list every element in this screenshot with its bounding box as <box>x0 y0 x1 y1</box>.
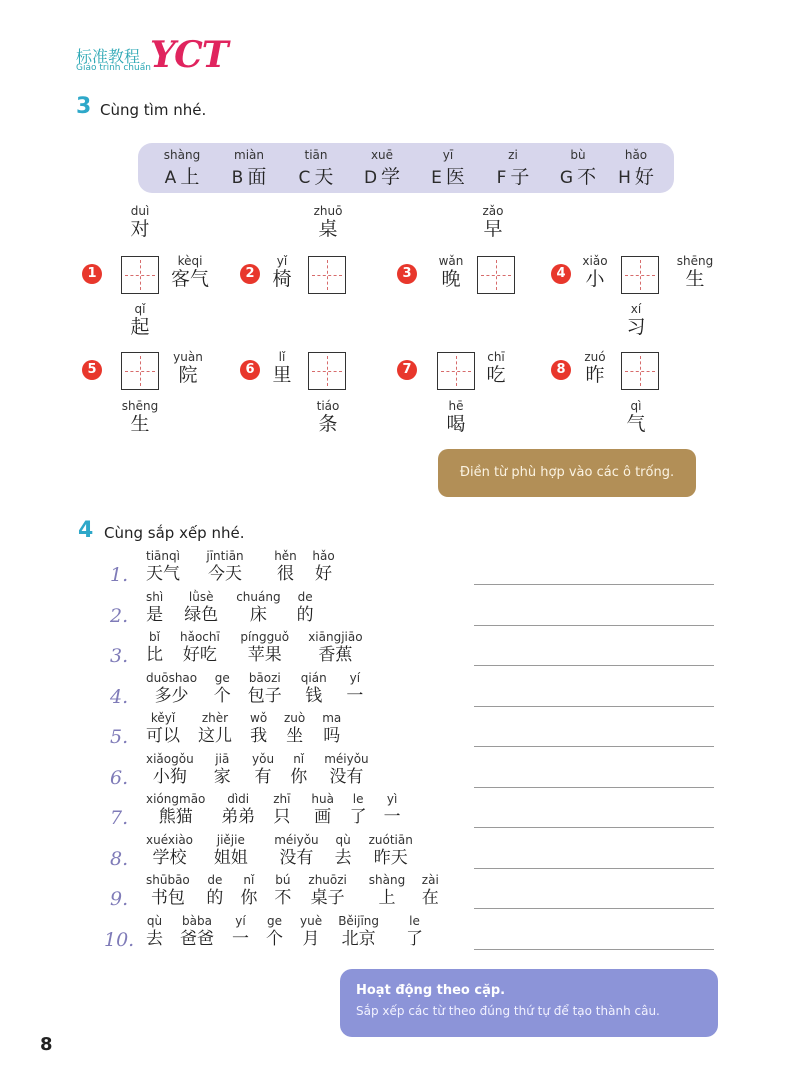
sentence-number: 3. <box>110 645 129 667</box>
word-char: 香蕉 <box>318 645 353 665</box>
exercise-badge-7: 7 <box>397 360 417 380</box>
word-pinyin: yuàn <box>173 350 203 364</box>
word-tile <box>146 712 180 745</box>
option-letter: C <box>298 168 311 188</box>
option-h <box>604 143 668 193</box>
option-g <box>546 143 610 193</box>
word-char: 床 <box>249 605 267 625</box>
word-char: 我 <box>250 726 268 746</box>
sentence-number: 1. <box>110 564 129 586</box>
answer-line[interactable] <box>474 868 714 869</box>
word-char: 这儿 <box>198 726 232 746</box>
word-char: 桌子 <box>310 888 345 908</box>
word-char: 家 <box>213 767 231 787</box>
word-tile <box>273 793 290 826</box>
word-tile <box>146 591 163 624</box>
word-char: 弟弟 <box>221 807 256 827</box>
word-pinyin: duì <box>130 204 150 218</box>
word-char: 画 <box>314 807 332 827</box>
answer-line[interactable] <box>474 706 714 707</box>
word-tile <box>146 631 163 664</box>
word-char: 包子 <box>247 686 282 706</box>
section-3-number: 3 <box>76 94 92 119</box>
word-pinyin: le <box>352 792 364 806</box>
page-number: 8 <box>40 1034 53 1055</box>
option-char: 天 <box>314 166 334 188</box>
option-letter: E <box>431 168 442 188</box>
top-word <box>298 205 358 239</box>
word-tile <box>206 550 243 583</box>
word-tile <box>146 834 193 867</box>
word-pinyin: le <box>409 914 420 928</box>
answer-line[interactable] <box>474 908 714 909</box>
word-char: 了 <box>349 807 367 827</box>
word-left <box>421 255 481 289</box>
word-tile <box>274 834 318 867</box>
word-pinyin: hěn <box>274 549 297 563</box>
word-pinyin: duōshao <box>146 671 198 685</box>
word-tile <box>146 550 180 583</box>
word-char: 有 <box>254 767 272 787</box>
word-char: 客气 <box>170 268 209 290</box>
word-tile <box>297 591 314 624</box>
pair-activity-box <box>340 969 718 1037</box>
word-char: 你 <box>290 767 308 787</box>
word-pinyin: yǐ <box>276 254 288 268</box>
word-char: 桌 <box>318 218 338 240</box>
word-tile <box>308 631 362 664</box>
word-tile <box>346 672 363 705</box>
word-tile <box>146 915 163 948</box>
word-pinyin: ge <box>267 914 282 928</box>
word-char: 学校 <box>152 848 187 868</box>
word-pinyin: yì <box>386 792 398 806</box>
answer-box-6[interactable] <box>308 352 346 390</box>
bottom-word <box>110 400 170 434</box>
word-char: 去 <box>146 929 163 949</box>
word-pinyin: hǎo <box>312 549 335 563</box>
word-tile <box>300 915 322 948</box>
word-right <box>158 351 218 385</box>
word-pinyin: huà <box>311 792 334 806</box>
word-pinyin: kěyǐ <box>150 711 176 725</box>
word-char: 个 <box>266 929 283 949</box>
word-char: 生 <box>130 413 150 435</box>
word-pinyin: qì <box>630 399 642 413</box>
word-right <box>160 255 220 289</box>
section-4-title: Cùng sắp xếp nhé. <box>104 524 245 542</box>
option-pinyin: xuē <box>370 148 394 162</box>
option-letter: H <box>618 168 631 188</box>
option-b <box>217 143 281 193</box>
word-pinyin: shì <box>146 590 164 604</box>
word-tile <box>301 672 327 705</box>
option-f <box>481 143 545 193</box>
word-tile <box>384 793 401 826</box>
word-tile <box>184 591 218 624</box>
word-pinyin: bàba <box>182 914 212 928</box>
exercise-badge-4: 4 <box>551 264 571 284</box>
word-char: 的 <box>296 605 314 625</box>
answer-line[interactable] <box>474 665 714 666</box>
option-a <box>150 143 214 193</box>
word-tile <box>214 834 248 867</box>
word-tile <box>266 915 283 948</box>
bottom-word <box>298 400 358 434</box>
word-char: 习 <box>626 316 646 338</box>
sentence-number: 4. <box>110 686 129 708</box>
section-4-number: 4 <box>78 518 94 543</box>
word-pinyin: chuáng <box>236 590 281 604</box>
pair-activity-text: Sắp xếp các từ theo đúng thứ tự để tạo thành câu. <box>356 1004 660 1018</box>
option-letter: F <box>496 168 507 188</box>
word-pinyin: yí <box>349 671 361 685</box>
word-pinyin: de <box>297 590 313 604</box>
option-char: 医 <box>445 166 465 188</box>
word-char: 吃 <box>486 364 506 386</box>
word-pinyin: hē <box>448 399 464 413</box>
word-pinyin: nǐ <box>243 873 255 887</box>
word-char: 没有 <box>329 767 364 787</box>
answer-line[interactable] <box>474 949 714 950</box>
word-tile <box>146 793 205 826</box>
word-right <box>466 351 526 385</box>
word-tile <box>252 753 274 786</box>
answer-line[interactable] <box>474 625 714 626</box>
word-pinyin: bú <box>275 873 291 887</box>
word-pinyin: shēng <box>676 254 714 268</box>
option-char: 不 <box>577 166 597 188</box>
exercise-badge-6: 6 <box>240 360 260 380</box>
word-char: 晚 <box>441 268 461 290</box>
word-tile <box>284 712 305 745</box>
word-tile <box>274 874 291 907</box>
word-pinyin: Běijīng <box>338 914 380 928</box>
exercise-badge-2: 2 <box>240 264 260 284</box>
word-char: 不 <box>274 888 292 908</box>
logo-vietnamese: Giáo trình chuẩn <box>76 63 151 73</box>
word-char: 今天 <box>208 564 243 584</box>
exercise-badge-1: 1 <box>82 264 102 284</box>
word-tile <box>221 793 255 826</box>
word-pinyin: xiāngjiāo <box>308 630 363 644</box>
word-pinyin: yǒu <box>252 752 275 766</box>
word-pinyin: zuótiān <box>368 833 413 847</box>
word-tile <box>335 834 352 867</box>
answer-box-4[interactable] <box>621 256 659 294</box>
option-pinyin: bù <box>570 148 586 162</box>
word-pinyin: zhèr <box>201 711 229 725</box>
option-letter: A <box>164 168 177 188</box>
option-pinyin: yī <box>442 148 454 162</box>
word-char: 绿色 <box>184 605 219 625</box>
word-tile <box>146 874 190 907</box>
word-pinyin: jiā <box>215 752 230 766</box>
word-tile <box>312 550 334 583</box>
word-char: 一 <box>383 807 401 827</box>
word-char: 北京 <box>341 929 376 949</box>
word-right <box>665 255 725 289</box>
word-pinyin: tiáo <box>316 399 340 413</box>
word-char: 好 <box>315 564 333 584</box>
word-pinyin: kèqi <box>177 254 203 268</box>
word-char: 昨天 <box>373 848 408 868</box>
word-char: 熊猫 <box>158 807 193 827</box>
word-pinyin: bāozi <box>248 671 281 685</box>
word-pinyin: xióngmāo <box>146 792 206 806</box>
word-char: 只 <box>273 807 291 827</box>
word-pinyin: shàng <box>368 873 406 887</box>
word-tile <box>406 915 423 948</box>
top-word <box>110 205 170 239</box>
word-char: 可以 <box>146 726 180 746</box>
word-pinyin: xuéxiào <box>146 833 194 847</box>
word-pinyin: zuó <box>584 350 606 364</box>
option-letter: B <box>231 168 244 188</box>
sentence-number: 10. <box>104 929 135 951</box>
word-char: 没有 <box>279 848 314 868</box>
hint-box: Điền từ phù hợp vào các ô trống. <box>438 449 696 497</box>
word-char: 姐姐 <box>213 848 248 868</box>
exercise-badge-5: 5 <box>82 360 102 380</box>
word-char: 很 <box>276 564 294 584</box>
word-tile <box>250 712 267 745</box>
sentence-number: 7. <box>110 807 129 829</box>
word-tile <box>248 672 282 705</box>
word-char: 早 <box>483 218 503 240</box>
word-char: 条 <box>318 413 338 435</box>
word-pinyin: qián <box>300 671 327 685</box>
word-char: 院 <box>178 364 198 386</box>
logo-chinese: 标准教程 <box>76 47 141 66</box>
answer-line[interactable] <box>474 827 714 828</box>
word-pinyin: ge <box>214 671 230 685</box>
word-pinyin: jīntiān <box>206 549 244 563</box>
word-pinyin: hǎochī <box>180 630 220 644</box>
option-pinyin: miàn <box>234 148 264 162</box>
word-tile <box>322 712 341 745</box>
section-3-title: Cùng tìm nhé. <box>100 101 207 119</box>
mid-word <box>606 303 666 337</box>
word-left <box>252 351 312 385</box>
word-pinyin: tiānqì <box>146 549 180 563</box>
word-char: 坐 <box>286 726 304 746</box>
word-pinyin: zhī <box>273 792 291 806</box>
word-char: 多少 <box>154 686 189 706</box>
word-pinyin: yí <box>235 914 246 928</box>
answer-box-3[interactable] <box>477 256 515 294</box>
word-tile <box>350 793 367 826</box>
options-bar <box>138 143 674 193</box>
logo-yct: YCT <box>150 34 228 76</box>
word-tile <box>290 753 307 786</box>
word-pinyin: nǐ <box>293 752 305 766</box>
word-char: 是 <box>146 605 164 625</box>
option-c <box>284 143 348 193</box>
word-char: 爸爸 <box>180 929 214 949</box>
word-pinyin: zǎo <box>482 204 504 218</box>
word-pinyin: qǐ <box>134 302 146 316</box>
word-tile <box>240 631 289 664</box>
word-char: 的 <box>206 888 224 908</box>
word-pinyin: zhuō <box>313 204 343 218</box>
word-tile <box>198 712 232 745</box>
word-char: 气 <box>626 413 646 435</box>
answer-line[interactable] <box>474 584 714 585</box>
answer-box-5[interactable] <box>121 352 159 390</box>
word-pinyin: xiǎogǒu <box>146 752 194 766</box>
exercise-badge-3: 3 <box>397 264 417 284</box>
option-d <box>350 143 414 193</box>
word-tile <box>274 550 297 583</box>
word-tile <box>240 874 257 907</box>
word-pinyin: shēng <box>121 399 159 413</box>
word-tile <box>369 874 405 907</box>
word-char: 了 <box>406 929 423 949</box>
word-left <box>252 255 312 289</box>
word-char: 一 <box>232 929 249 949</box>
word-pinyin: lǜsè <box>188 590 214 604</box>
sentence-number: 9. <box>110 888 129 910</box>
top-word <box>463 205 523 239</box>
word-char: 吗 <box>323 726 341 746</box>
answer-line[interactable] <box>474 746 714 747</box>
word-pinyin: zuò <box>284 711 306 725</box>
word-tile <box>206 874 223 907</box>
option-letter: G <box>559 168 574 188</box>
word-pinyin: méiyǒu <box>324 752 369 766</box>
option-char: 好 <box>634 166 654 188</box>
option-pinyin: shàng <box>163 148 201 162</box>
word-char: 一 <box>346 686 364 706</box>
word-char: 苹果 <box>247 645 282 665</box>
option-e <box>416 143 480 193</box>
sentence-number: 2. <box>110 605 129 627</box>
word-pinyin: lǐ <box>278 350 286 364</box>
word-tile <box>338 915 379 948</box>
word-char: 里 <box>272 364 292 386</box>
word-pinyin: ma <box>322 711 342 725</box>
word-char: 对 <box>130 218 150 240</box>
word-char: 在 <box>421 888 439 908</box>
answer-box-1[interactable] <box>121 256 159 294</box>
word-char: 好吃 <box>182 645 217 665</box>
word-pinyin: bǐ <box>149 630 160 644</box>
word-pinyin: de <box>207 873 223 887</box>
sentence-number: 6. <box>110 767 129 789</box>
word-tile <box>369 834 413 867</box>
word-tile <box>146 753 194 786</box>
word-char: 钱 <box>305 686 323 706</box>
word-char: 椅 <box>272 268 292 290</box>
word-pinyin: shūbāo <box>146 873 190 887</box>
option-char: 上 <box>180 166 200 188</box>
answer-box-8[interactable] <box>621 352 659 390</box>
bottom-word <box>606 400 666 434</box>
word-pinyin: dìdi <box>227 792 250 806</box>
word-char: 天气 <box>146 564 180 584</box>
sentence-number: 8. <box>110 848 129 870</box>
word-char: 比 <box>146 645 163 665</box>
option-char: 学 <box>381 166 401 188</box>
word-tile <box>180 631 220 664</box>
word-char: 上 <box>378 888 396 908</box>
option-letter: D <box>363 168 378 188</box>
word-tile <box>422 874 439 907</box>
word-char: 小狗 <box>152 767 187 787</box>
word-tile <box>232 915 249 948</box>
answer-box-2[interactable] <box>308 256 346 294</box>
word-char: 昨 <box>585 364 605 386</box>
word-pinyin: zài <box>421 873 439 887</box>
mid-word <box>110 303 170 337</box>
word-char: 喝 <box>446 413 466 435</box>
word-tile <box>146 672 197 705</box>
sentence-number: 5. <box>110 726 129 748</box>
option-char: 子 <box>510 166 530 188</box>
word-char: 去 <box>334 848 352 868</box>
word-pinyin: zhuōzi <box>308 873 347 887</box>
word-char: 起 <box>130 316 150 338</box>
word-char: 小 <box>585 268 605 290</box>
word-pinyin: qù <box>146 914 163 928</box>
word-char: 书包 <box>150 888 185 908</box>
word-pinyin: xí <box>630 302 642 316</box>
word-char: 月 <box>302 929 320 949</box>
bottom-word <box>426 400 486 434</box>
word-tile <box>214 672 231 705</box>
word-pinyin: jiějie <box>216 833 245 847</box>
pair-activity-title: Hoạt động theo cặp. <box>356 983 506 998</box>
word-pinyin: chī <box>487 350 505 364</box>
option-char: 面 <box>247 166 267 188</box>
answer-line[interactable] <box>474 787 714 788</box>
option-pinyin: tiān <box>304 148 328 162</box>
word-pinyin: xiǎo <box>582 254 608 268</box>
word-char: 你 <box>240 888 258 908</box>
word-pinyin: píngguǒ <box>240 630 290 644</box>
option-pinyin: zi <box>508 148 518 162</box>
word-left <box>565 255 625 289</box>
word-pinyin: yuè <box>300 914 323 928</box>
word-tile <box>324 753 368 786</box>
word-tile <box>308 874 346 907</box>
word-pinyin: qù <box>335 833 351 847</box>
word-char: 个 <box>213 686 231 706</box>
word-tile <box>214 753 231 786</box>
word-tile <box>311 793 334 826</box>
exercise-badge-8: 8 <box>551 360 571 380</box>
word-left <box>565 351 625 385</box>
word-pinyin: méiyǒu <box>274 833 319 847</box>
word-tile <box>236 591 280 624</box>
option-pinyin: hǎo <box>624 148 648 162</box>
word-tile <box>180 915 214 948</box>
word-char: 生 <box>685 268 705 290</box>
word-pinyin: wǒ <box>250 711 268 725</box>
word-pinyin: wǎn <box>438 254 464 268</box>
